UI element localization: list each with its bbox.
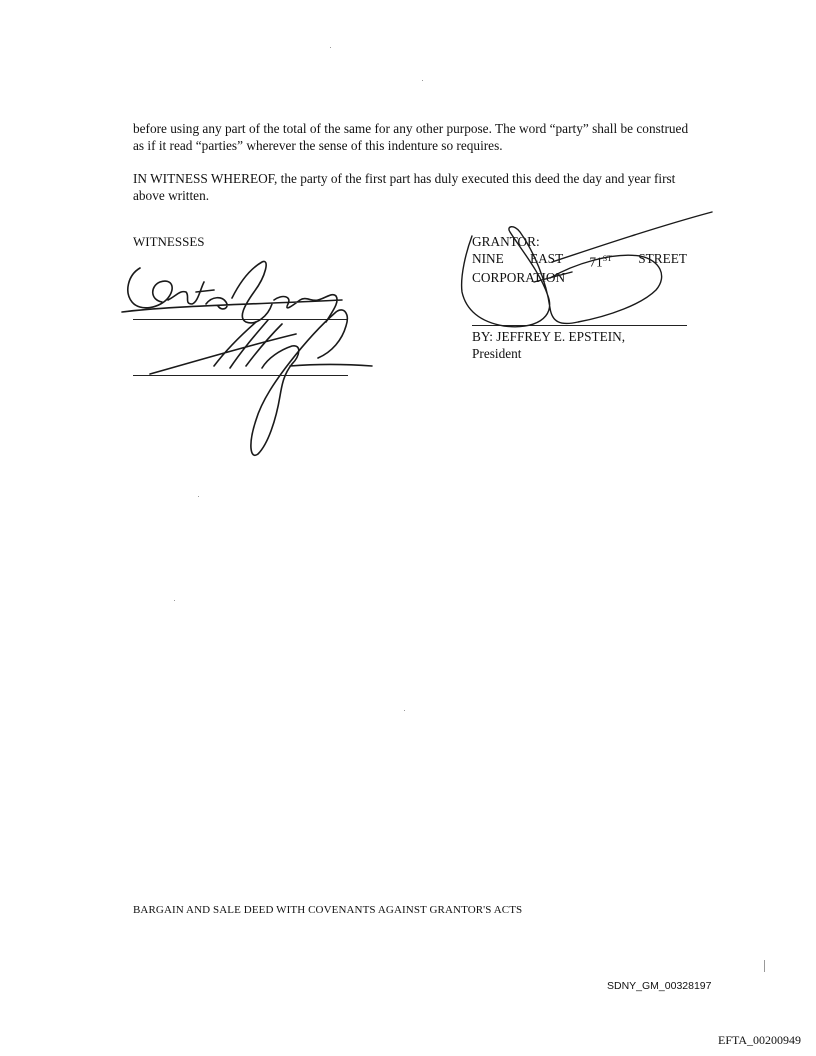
bates-number: SDNY_GM_00328197	[607, 980, 712, 992]
signatory-name: BY: JEFFREY E. EPSTEIN,	[472, 329, 626, 344]
signatory-title: President	[472, 345, 522, 361]
scan-speck	[404, 710, 405, 711]
grantor-name-line-2: CORPORATION	[472, 270, 566, 286]
grantor-signature-line	[472, 325, 687, 326]
grantor-name-part-1: NINE	[472, 250, 504, 266]
scan-speck	[330, 47, 331, 48]
witness-signature-line-2	[133, 375, 348, 376]
scan-speck	[422, 80, 423, 81]
witness-whereof-paragraph: IN WITNESS WHEREOF, the party of the first part has duly executed this deed the day and year first above written.	[133, 171, 676, 203]
grantor-number: 71	[589, 253, 603, 269]
grantor-name-part-2: EAST	[529, 250, 564, 266]
witness-signature-line-1	[133, 319, 348, 320]
signatory-block	[472, 329, 625, 362]
scan-speck	[198, 496, 199, 497]
grantor-name-part-4: STREET	[638, 250, 687, 266]
efta-number: EFTA_00200949	[718, 1033, 802, 1047]
witness-signature-2	[150, 310, 372, 455]
witnesses-label: WITNESSES	[133, 234, 205, 249]
grantor-number-suffix: ST	[602, 253, 613, 263]
grantor-label: GRANTOR:	[472, 234, 540, 249]
document-footer-title: BARGAIN AND SALE DEED WITH COVENANTS AGAINST GRANTOR'S ACTS	[133, 904, 523, 916]
grantor-name-line-1	[472, 251, 687, 271]
closing-paragraph: before using any part of the total of the same for any other purpose. The word “party” shall be construed as if it read “parties” wherever the sense of this indenture so requires.	[133, 121, 689, 153]
witness-signature-1	[122, 261, 342, 322]
grantor-block	[472, 234, 687, 287]
scan-speck	[174, 600, 175, 601]
grantor-name-part-3	[589, 251, 612, 271]
scan-mark	[764, 960, 765, 972]
